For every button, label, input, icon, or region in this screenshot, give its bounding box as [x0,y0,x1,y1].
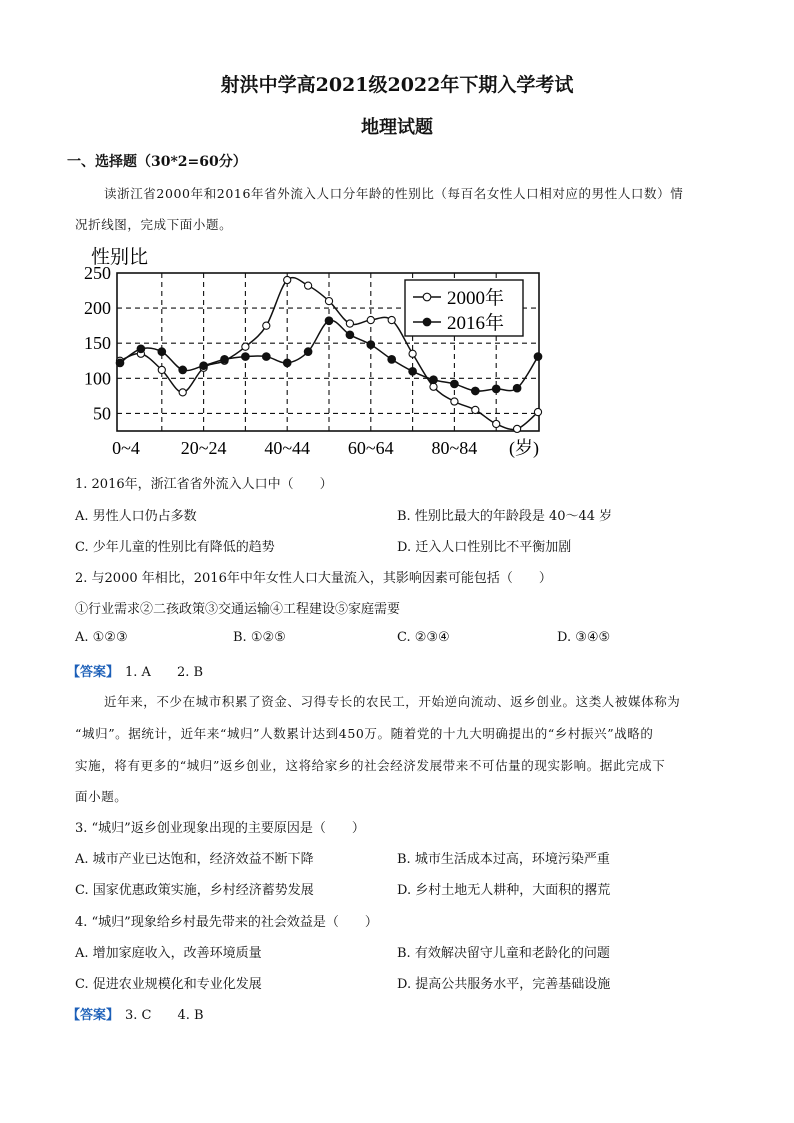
x-tick-label: 20~24 [180,438,227,458]
q2-option-d[interactable]: D. ③④⑤ [557,630,611,645]
sex-ratio-line-chart [60,240,550,462]
section-heading: 一、选择题（30*2=60分） [67,154,247,170]
legend-label: 2016年 [447,313,505,334]
data-point-filled [116,359,124,367]
data-point-open [158,366,165,373]
data-point-filled [283,359,291,367]
data-point-filled [409,368,417,376]
answer-value: 4. B [177,1008,204,1023]
x-tick-label: 60~64 [347,438,394,458]
page-title: 射洪中学高2021级2022年下期入学考试 [220,74,574,96]
legend-marker [423,318,431,326]
data-point-open [346,320,353,327]
q4-option-b[interactable]: B. 有效解决留守儿童和老龄化的问题 [397,946,610,961]
data-point-filled [472,387,480,395]
data-point-filled [200,362,208,370]
chart-svg [60,240,550,462]
answer-tag: 【答案】 [67,665,120,680]
x-unit-label: (岁) [509,438,539,458]
data-point-filled [137,345,145,353]
data-point-open [472,406,479,413]
data-point-filled [534,353,542,361]
q4-option-c[interactable]: C. 促进农业规模化和专业化发展 [75,977,262,992]
data-point-open [325,297,332,304]
q2-option-c[interactable]: C. ②③④ [397,630,450,645]
data-point-open [242,343,249,350]
legend-label: 2000年 [447,288,505,309]
q2-stem: 2. 与2000 年相比，2016年中年女性人口大量流入，其影响因素可能包括（ ） [75,571,552,586]
q3-option-c[interactable]: C. 国家优惠政策实施，乡村经济蓄势发展 [75,883,314,898]
passage2-line: 近年来，不少在城市积累了资金、习得专长的农民工，开始逆向流动、返乡创业。这类人被媒体称为 [104,694,681,709]
q4-option-a[interactable]: A. 增加家庭收入，改善环境质量 [75,946,262,961]
data-point-filled [492,385,500,393]
data-point-open [305,282,312,289]
data-point-open [179,389,186,396]
data-point-filled [179,366,187,374]
answer-tag: 【答案】 [67,1008,120,1023]
x-tick-label: 80~84 [431,438,478,458]
q3-option-d[interactable]: D. 乡村土地无人耕种，大面积的撂荒 [397,883,611,898]
y-axis-title: 性别比 [91,247,149,268]
data-point-open [284,276,291,283]
q2-factors: ①行业需求②二孩政策③交通运输④工程建设⑤家庭需要 [75,602,401,617]
data-point-open [534,408,541,415]
y-tick-label: 200 [84,298,111,319]
data-point-filled [451,380,459,388]
q1-option-c[interactable]: C. 少年儿童的性别比有降低的趋势 [75,540,275,555]
q2-option-a[interactable]: A. ①②③ [75,630,128,645]
data-point-filled [242,353,250,361]
q3-stem: 3. “城归”返乡创业现象出现的主要原因是（ ） [75,821,365,836]
data-point-open [451,398,458,405]
data-point-open [493,420,500,427]
data-point-filled [513,384,521,392]
q1-option-a[interactable]: A. 男性人口仍占多数 [75,509,197,524]
page-subtitle: 地理试题 [361,117,433,138]
data-point-filled [325,317,333,325]
answer-value: 1. A [125,665,151,680]
data-point-open [367,316,374,323]
q2-option-b[interactable]: B. ①②⑤ [233,630,286,645]
data-point-filled [158,348,166,356]
answer-value: 3. C [125,1008,152,1023]
passage2-line: 面小题。 [75,789,128,804]
q4-stem: 4. “城归”现象给乡村最先带来的社会效益是（ ） [75,915,378,930]
y-tick-label: 50 [93,403,111,424]
data-point-filled [263,353,271,361]
passage1-line: 读浙江省2000年和2016年省外流入人口分年龄的性别比（每百名女性人口相对应的男性人口数）情 [104,186,684,201]
data-point-filled [304,348,312,356]
data-point-filled [388,356,396,364]
data-point-open [263,322,270,329]
y-tick-label: 100 [84,368,111,389]
answer-line [67,1004,204,1023]
q3-option-b[interactable]: B. 城市生活成本过高，环境污染严重 [397,852,610,867]
data-point-filled [430,376,438,384]
q1-option-b[interactable]: B. 性别比最大的年龄段是 40～44 岁 [397,509,613,524]
passage1-line: 况折线图，完成下面小题。 [75,217,233,232]
x-tick-label: 40~44 [264,438,311,458]
q1-option-d[interactable]: D. 迁入人口性别比不平衡加剧 [397,540,572,555]
q1-stem: 1. 2016年，浙江省省外流入人口中（ ） [75,477,333,492]
answer-value: 2. B [176,665,204,680]
legend-marker [423,293,431,301]
q3-option-a[interactable]: A. 城市产业已达饱和，经济效益不断下降 [75,852,314,867]
data-point-open [388,316,395,323]
y-tick-label: 250 [84,263,111,283]
data-point-filled [346,331,354,339]
data-point-filled [221,356,229,364]
passage2-line: 实施，将有更多的“城归”返乡创业，这将给家乡的社会经济发展带来不可估量的现实影响。据此完成下 [75,758,666,773]
y-tick-label: 150 [84,333,111,354]
q4-option-d[interactable]: D. 提高公共服务水平，完善基础设施 [397,977,611,992]
data-point-open [409,350,416,357]
data-point-open [430,383,437,390]
answer-line [67,661,203,680]
data-point-open [514,425,521,432]
data-point-filled [367,341,375,349]
x-tick-label: 0~4 [112,438,140,458]
passage2-line: “城归”。据统计，近年来“城归”人数累计达到450万。随着党的十九大明确提出的“乡村振兴”战略的 [75,726,654,741]
